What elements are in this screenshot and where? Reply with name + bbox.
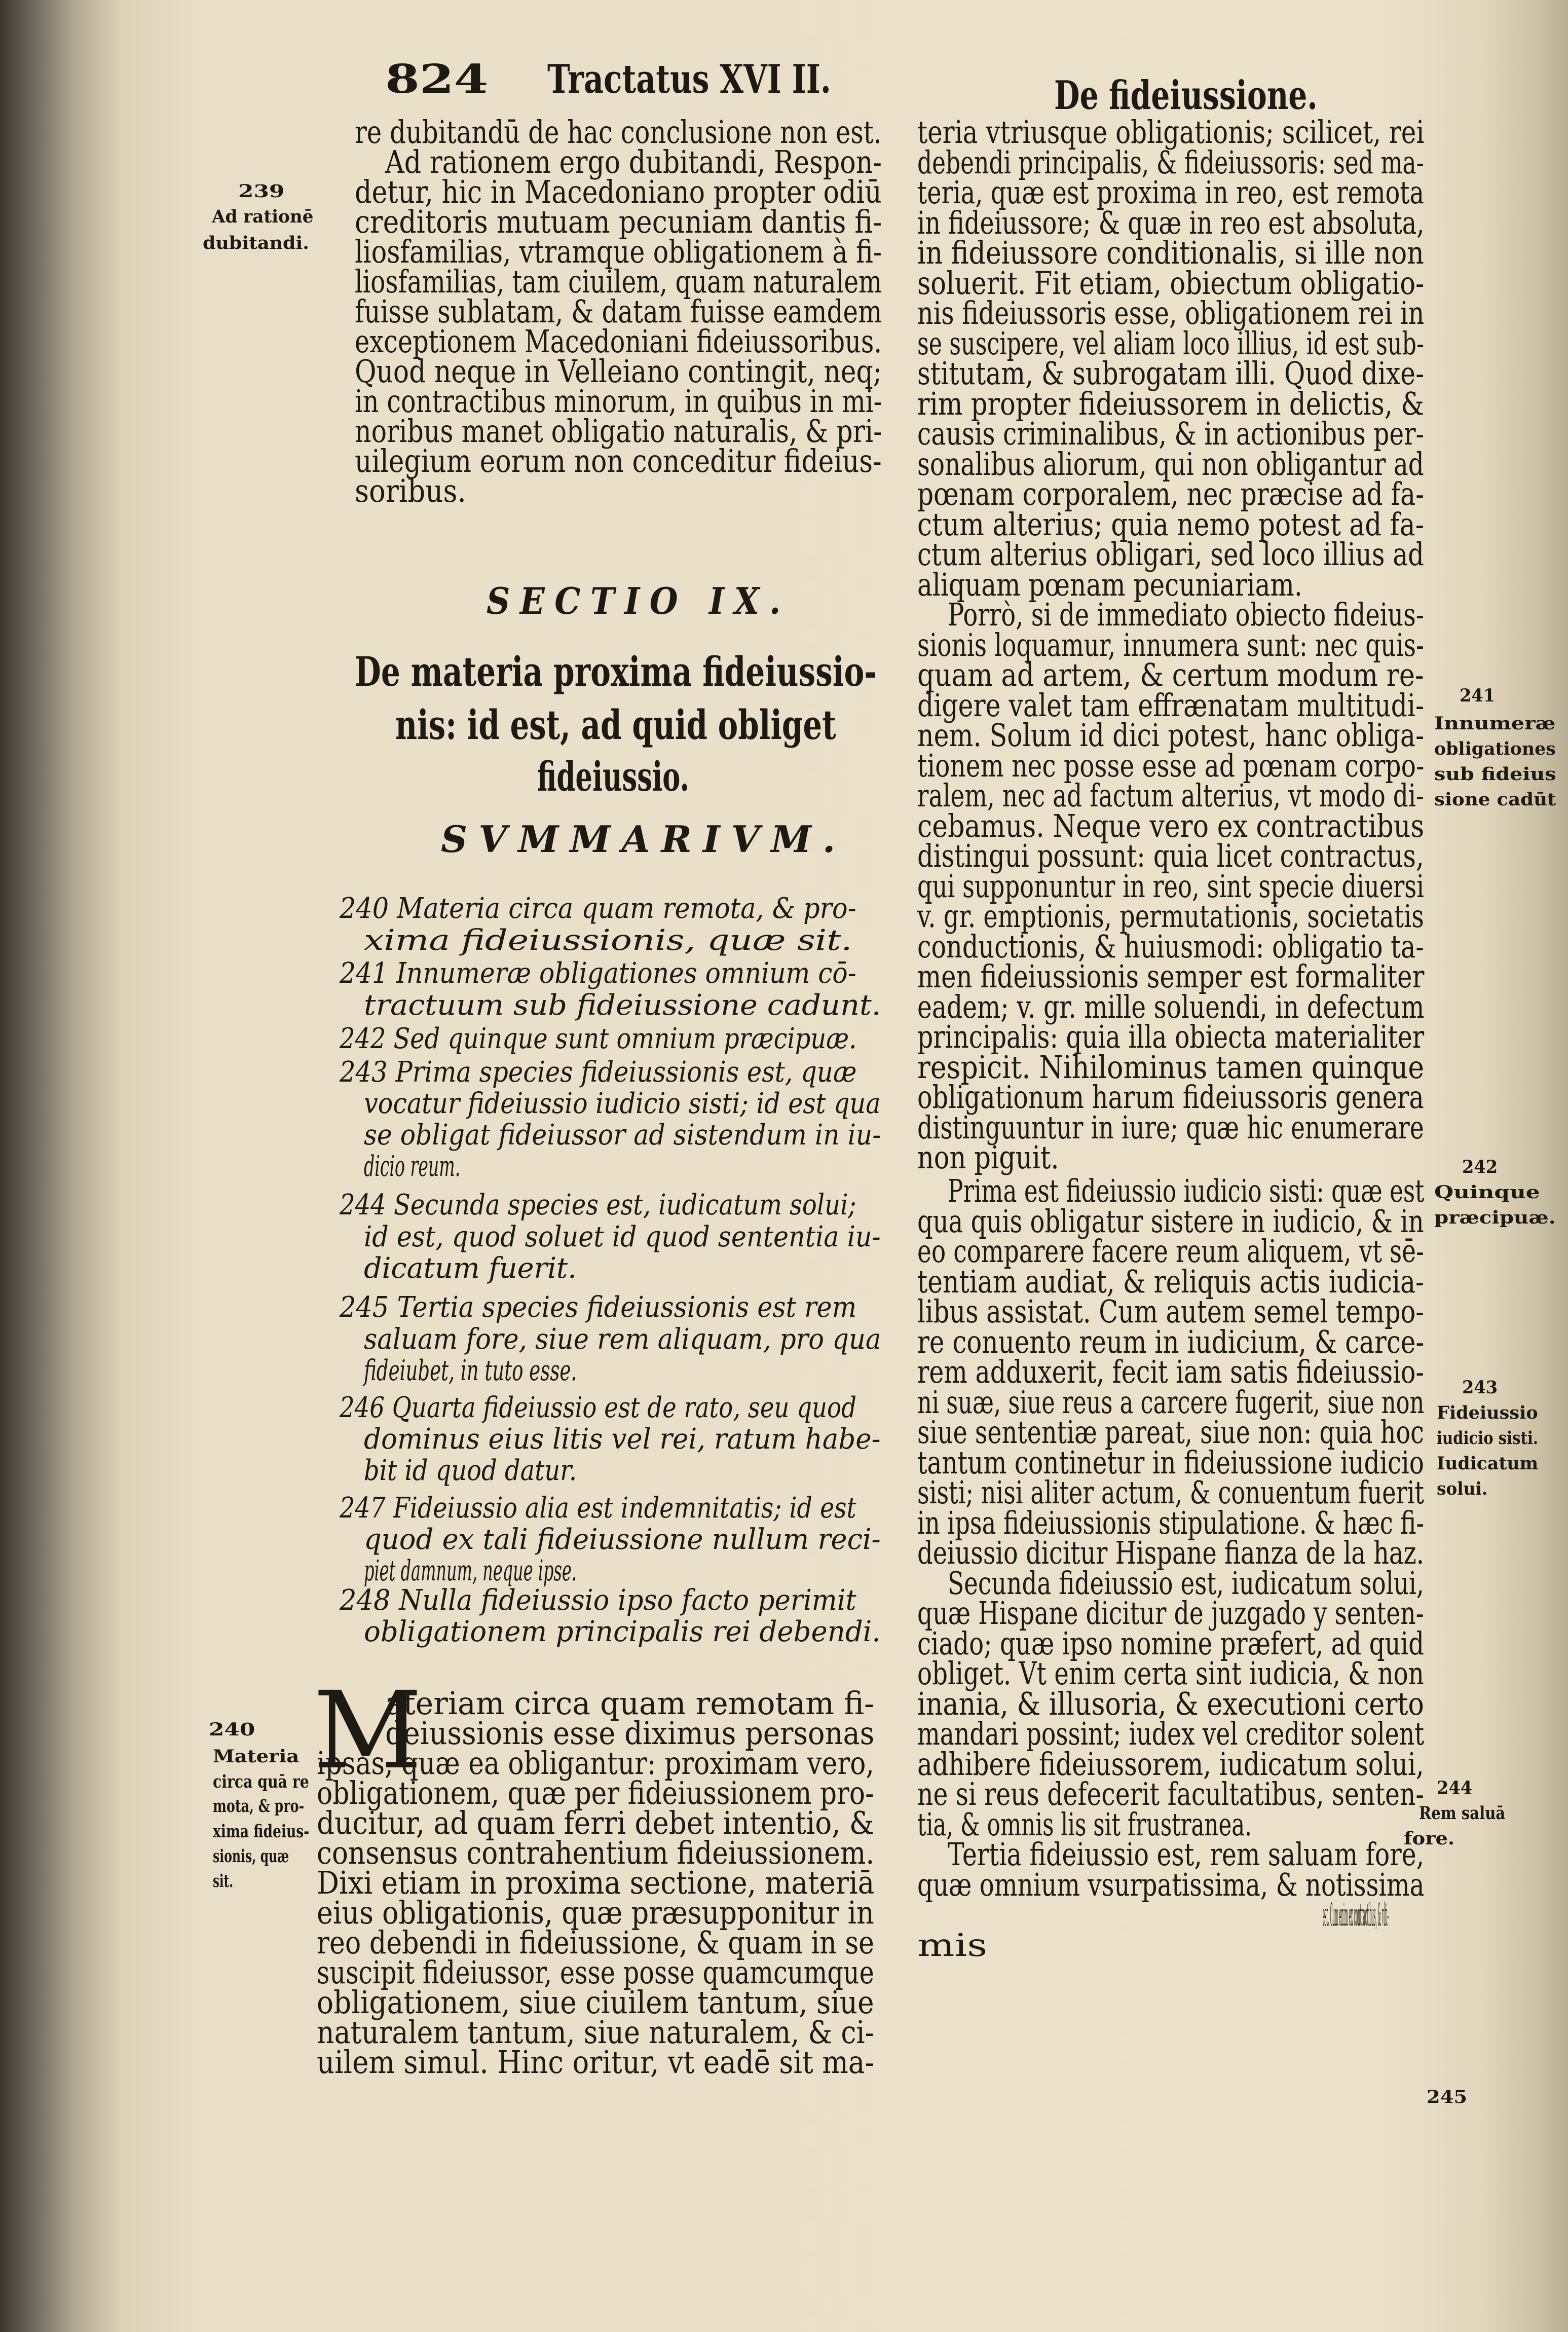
margin-note: sione cadūt (1434, 789, 1556, 810)
body-line: Prima est fideiussio iudicio sisti: quæ est (948, 1172, 1425, 1209)
body-line: ralem, nec ad factum alterius, vt modo di- (917, 777, 1424, 814)
margin-note-number: 239 (238, 181, 285, 202)
body-line: sonalibus aliorum, qui non obligantur ad (917, 445, 1424, 483)
section-heading: SECTIO IX. (487, 579, 791, 622)
margin-note: Innumeræ (1434, 713, 1556, 734)
body-line: obligationem, siue ciuilem tantum, siue (317, 1984, 874, 2021)
margin-note: Quinque (1434, 1182, 1540, 1203)
body-line: non piguit. (917, 1139, 1059, 1176)
body-line: deiussionis esse diximus personas (385, 1715, 875, 1752)
body-line: nis fideiussoris esse, obligationem rei in (917, 294, 1425, 331)
body-line: in contractibus minorum, in quibus in mi- (355, 383, 882, 420)
summary-item: dominus eius litis vel rei, ratum habe- (364, 1423, 881, 1456)
running-title-right: De fideiussione. (1054, 72, 1318, 119)
summary-item: vocatur fideiussio iudicio sisti; id est qua (364, 1087, 881, 1120)
body-line: ctum alterius; quia nemo potest ad fa- (917, 505, 1425, 543)
body-line: est. Cum enim ex contractibus, & vlti- (1323, 1896, 1389, 1933)
body-line: consensus contrahentium fideiussionem. (317, 1834, 875, 1871)
summary-item: bit id quod datur. (364, 1454, 577, 1487)
body-line: creditoris mutuam pecuniam dantis fi- (355, 203, 882, 240)
margin-note: mota, & pro- (213, 1796, 305, 1817)
body-line: conductionis, & huiusmodi: obligatio ta- (917, 928, 1424, 965)
summary-item: 243 Prima species fideiussionis est, quæ (340, 1056, 857, 1089)
body-line: sionis loquamur, innumera sunt: nec quis- (917, 626, 1424, 663)
body-line: ni suæ, siue reus a carcere fugerit, siue non (917, 1383, 1425, 1421)
body-line: quæ omnium vsurpatissima, & notissima (917, 1866, 1425, 1903)
body-line: libus assistat. Cum autem semel tempo- (917, 1293, 1425, 1330)
body-line: Dixi etiam in proxima sectione, materiā (317, 1864, 875, 1901)
body-line: men fideiussionis semper est formaliter (917, 958, 1425, 995)
body-line: teria, quæ est proxima in reo, est remota (917, 174, 1425, 211)
body-line: distingui possunt: quia licet contractus, (917, 837, 1424, 874)
margin-note: sit. (213, 1871, 234, 1892)
body-line: obligationum harum fideiussoris genera (917, 1079, 1424, 1116)
summary-item: dicatum fuerit. (364, 1252, 577, 1285)
margin-note: obligationes (1434, 738, 1556, 759)
summary-item: fideiubet, in tuto esse. (364, 1354, 577, 1387)
body-line: soluerit. Fit etiam, obiectum obligatio- (917, 264, 1425, 302)
body-line: ne si reus defecerit facultatibus, senten- (917, 1775, 1424, 1812)
body-line: mandari possint; iudex vel creditor solent (917, 1715, 1425, 1752)
body-line: naturalem tantum, siue naturalem, & ci- (317, 2014, 874, 2051)
summary-item: 246 Quarta fideiussio est de rato, seu quod (340, 1391, 856, 1424)
section-title-line: nis: id est, ad quid obliget (395, 701, 836, 749)
body-line: deiussio dicitur Hispane fianza de la haz. (917, 1534, 1425, 1571)
summary-item: 247 Fideiussio alia est indemnitatis; id est (340, 1492, 856, 1525)
body-line: tionem nec posse esse ad pœnam corpo- (917, 747, 1425, 784)
summary-item: quod ex tali fideiussione nullum reci- (364, 1523, 881, 1556)
summary-item: 242 Sed quinque sunt omnium præcipuæ. (340, 1022, 857, 1055)
body-line: principalis: quia illa obiecta materialiter (917, 1018, 1425, 1055)
body-line: stitutam, & subrogatam illi. Quod dixe- (917, 355, 1425, 392)
body-line: v. gr. emptionis, permutationis, societatis (917, 898, 1424, 935)
body-line: causis criminalibus, & in actionibus per- (917, 415, 1424, 452)
body-line: Secunda fideiussio est, iudicatum solui, (948, 1564, 1424, 1602)
summary-item: id est, quod soluet id quod sententia iu- (364, 1220, 881, 1253)
body-line: rem adduxerit, fecit iam satis fideiussio- (917, 1353, 1424, 1390)
body-line: distinguuntur in iure; quæ hic enumerare (917, 1108, 1424, 1146)
body-line: qua quis obligatur sistere in iudicio, & in (917, 1202, 1424, 1240)
body-line: ctum alterius obligari, sed loco illius ad (917, 536, 1424, 573)
body-line: noribus manet obligatio naturalis, & pri- (355, 413, 882, 450)
body-line: tentiam audiat, & reliquis actis iudicia- (917, 1263, 1425, 1300)
body-line: obligationem, quæ per fideiussionem pro- (317, 1774, 874, 1811)
section-title-line: fideiussio. (537, 753, 689, 800)
margin-note: dubitandi. (203, 233, 309, 253)
margin-note: iudicio sisti. (1437, 1428, 1539, 1449)
body-line: in fideiussore; & quæ in reo est absoluta, (917, 204, 1425, 241)
body-line: suscipit fideiussor, esse posse quamcumque (317, 1954, 874, 1991)
body-line: re dubitandū de hac conclusione non est. (355, 114, 882, 151)
body-line: ateriam circa quam remotam fi- (385, 1685, 875, 1722)
body-line: inania, & illusoria, & executioni certo (917, 1685, 1424, 1722)
margin-note-number: 244 (1437, 1778, 1473, 1798)
body-line: liosfamilias, vtramque obligationem à fi- (355, 233, 882, 270)
body-line: qui supponuntur in reo, sint specie diuersi (917, 867, 1424, 905)
body-line: tia, & omnis lis sit frustranea. (917, 1805, 1252, 1843)
margin-note-number: 245 (1427, 2087, 1468, 2107)
body-line: sisti; nisi aliter actum, & conuentum fuerit (917, 1474, 1424, 1511)
margin-note: fore. (1404, 1828, 1455, 1849)
body-line: adhibere fideiussorem, iudicatum solui, (917, 1745, 1424, 1783)
body-line: tantum continetur in fideiussione iudicio (917, 1443, 1424, 1481)
section-title-line: De materia proxima fideiussio- (355, 648, 877, 695)
body-line: Porrò, si de immediato obiecto fideius- (948, 596, 1424, 633)
margin-note: præcipuæ. (1434, 1207, 1556, 1228)
body-line: liosfamilias, tam ciuilem, quam naturalem (355, 263, 882, 300)
summary-item: se obligat fideiussor ad sistendum in iu- (364, 1119, 881, 1152)
body-line: debendi principalis, & fideiussoris: sed ma- (917, 143, 1424, 181)
body-line: in ipsa fideiussionis stipulatione. & hæc fi- (917, 1504, 1424, 1541)
body-line: siue sententiæ pareat, siue non: quia hoc (917, 1414, 1424, 1451)
margin-note-number: 243 (1462, 1377, 1498, 1398)
body-line: soribus. (355, 472, 466, 509)
summary-item: dicio reum. (364, 1150, 461, 1183)
margin-note: xima fideius- (213, 1821, 310, 1842)
summary-item: xima fideiussionis, quæ sit. (364, 924, 852, 957)
summary-item: saluam fore, siue rem aliquam, pro qua (364, 1323, 881, 1356)
body-line: uilem simul. Hinc oritur, vt eadē sit ma- (317, 2044, 874, 2081)
body-line: Tertia fideiussio est, rem saluam fore, (948, 1836, 1425, 1873)
body-line: Ad rationem ergo dubitandi, Respon- (385, 143, 882, 180)
body-line: obliget. Vt enim certa sint iudicia, & non (917, 1655, 1424, 1692)
body-line: in fideiussore conditionalis, si ille non (917, 234, 1424, 271)
summary-item: piet damnum, neque ipse. (364, 1554, 577, 1587)
body-line: respicit. Nihilominus tamen quinque (917, 1048, 1425, 1086)
body-line: ducitur, ad quam ferri debet intentio, & (317, 1804, 874, 1841)
body-line: eius obligationis, quæ præsupponitur in (317, 1894, 874, 1931)
body-line: quæ Hispane dicitur de juzgado y senten- (917, 1595, 1424, 1632)
body-line: eadem; v. gr. mille soluendi, in defectum (917, 988, 1425, 1025)
body-line: digere valet tam effrænatam multitudi- (917, 686, 1424, 724)
summary-item: 241 Innumeræ obligationes omnium cō- (340, 957, 856, 990)
body-line: ipsas, quæ ea obligantur: proximam vero, (317, 1745, 874, 1782)
body-line: mis (917, 1926, 988, 1964)
body-line: re conuento reum in iudicium, & carce- (917, 1323, 1425, 1360)
body-line: quam ad artem, & certum modum re- (917, 656, 1424, 693)
drop-cap: M (313, 1669, 423, 1793)
margin-note: sionis, quæ (213, 1846, 289, 1867)
body-line: exceptionem Macedoniani fideiussoribus. (355, 323, 882, 360)
body-line: eo comparere facere reum aliquem, vt sē- (917, 1233, 1424, 1270)
body-line: ciado; quæ ipso nomine præfert, ad quid (917, 1624, 1425, 1662)
body-line: pœnam corporalem, nec præcise ad fa- (917, 475, 1425, 512)
summary-item: tractuum sub fideiussione cadunt. (364, 989, 881, 1022)
summary-item: 240 Materia circa quam remota, & pro- (340, 892, 856, 925)
summary-item: obligationem principalis rei debendi. (364, 1615, 881, 1648)
body-line: aliquam pœnam pecuniariam. (917, 566, 1302, 603)
body-line: nem. Solum id dici potest, hanc obliga- (917, 717, 1425, 754)
body-line: teria vtriusque obligationis; scilicet, rei (917, 114, 1425, 151)
body-line: se suscipere, vel aliam loco illius, id est sub- (917, 324, 1424, 362)
margin-note: Fideiussio (1437, 1402, 1538, 1423)
body-line: reo debendi in fideiussione, & quam in se (317, 1924, 875, 1961)
body-line: rim propter fideiussorem in delictis, & (917, 385, 1424, 422)
summary-item: 248 Nulla fideiussio ipso facto perimit (340, 1584, 856, 1617)
margin-note: Iudicatum (1437, 1453, 1539, 1474)
summary-item: 245 Tertia species fideiussionis est rem (340, 1291, 857, 1324)
body-line: uilegium eorum non conceditur fideius- (355, 442, 882, 479)
margin-note: Rem saluā (1419, 1803, 1506, 1824)
margin-note: Ad rationē (212, 206, 314, 227)
page-number: 824 (385, 56, 489, 102)
summary-item: 244 Secunda species est, iudicatum solui; (340, 1189, 856, 1221)
summarium-heading: SVMMARIVM. (441, 818, 847, 861)
body-line: Quod neque in Velleiano contingit, neq; (355, 353, 882, 390)
body-line: detur, hic in Macedoniano propter odiū (355, 173, 882, 210)
margin-note: Materia (213, 1746, 300, 1767)
margin-note-number: 240 (209, 1719, 255, 1740)
margin-note-number: 242 (1462, 1157, 1498, 1177)
margin-note-number: 241 (1460, 685, 1496, 706)
body-line: fuisse sublatam, & datam fuisse eamdem (355, 293, 882, 330)
running-title-left: Tractatus XVI II. (547, 56, 831, 102)
margin-note: circa quā re (213, 1771, 309, 1792)
margin-note: sub fideius (1434, 764, 1556, 785)
body-line: cebamus. Neque vero ex contractibus (917, 807, 1425, 844)
margin-note: solui. (1437, 1478, 1488, 1499)
